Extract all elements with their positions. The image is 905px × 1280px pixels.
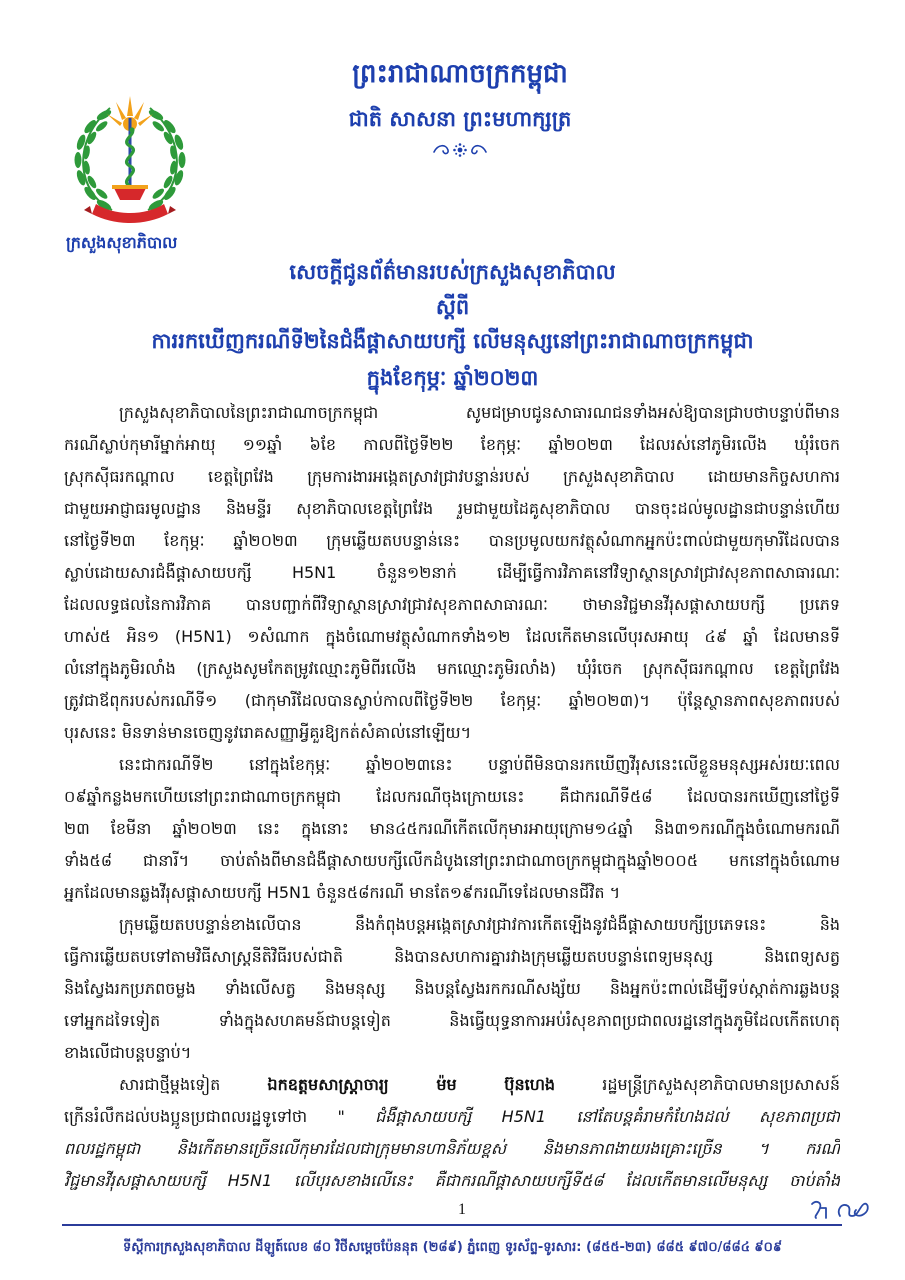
- body-text-segment: ក្រើនរំលឹកដល់បងប្អូនប្រជាពលរដ្ឋទូទៅថា: [64, 1107, 338, 1126]
- body-line: ២៣ ខែមីនា ឆ្នាំ២០២៣ នេះ ក្នុងនោះ មាន៤៥ករណីកើតលើកុមារអាយុក្រោម១៤ឆ្នាំ និង៣១ករណីក្នុងចំណោមករណី: [64, 819, 840, 838]
- body-line: ក្រសួងសុខាភិបាលនៃព្រះរាជាណាចក្រកម្ពុជា សូមជម្រាបជូនសាធារណជនទាំងអស់ឱ្យបានជ្រាបថាបន្ទាប់ពីមាន: [119, 403, 840, 422]
- minister-name: ឯកឧត្តមសាស្ត្រាចារ្យ ម៉ម ប៊ុនហេង: [267, 1075, 556, 1094]
- body-line: នៅថ្ងៃទី២៣ ខែកុម្ភៈ ឆ្នាំ២០២៣ ក្រុមឆ្លើយតបបន្ទាន់នេះ បានប្រមូលយកវត្ថុសំណាកអ្នកប៉ះពាល់ជាមួយកុមារីដែលបាន: [64, 531, 840, 550]
- document-body: [64, 397, 840, 1197]
- paragraph-4: [64, 1069, 840, 1197]
- body-line: ករណីស្លាប់កុមារីម្នាក់អាយុ ១១ឆ្នាំ ៦ខែ កាលពីថ្ងៃទី២២ ខែកុម្ភៈ ឆ្នាំ២០២៣ ដែលរស់នៅភូមិរលើង ឃុំរំចេក: [64, 435, 840, 454]
- page-number: 1: [458, 1201, 466, 1218]
- body-line: ទៅអ្នកដទៃទៀត ទាំងក្នុងសហគមន៍ជាបន្តទៀត និងធ្វើយុទ្ធនាការអប់រំសុខភាពប្រជាពលរដ្ឋនៅក្នុងភូមិដែលកើតហេតុ: [64, 1011, 840, 1030]
- khmer-ornament-icon: [428, 140, 492, 160]
- title-date: ក្នុងខែកុម្ភៈ ឆ្នាំ២០២៣: [366, 366, 539, 390]
- body-line: [64, 1101, 840, 1133]
- body-line: ត្រូវជាឪពុករបស់ករណីទី១ (ជាកុមារីដែលបានស្លាប់កាលពីថ្ងៃទី២២ ខែកុម្ភៈ ឆ្នាំ២០២៣)។ ប៉ុន្តែស្ថានភាពសុខភាពរបស់: [64, 691, 840, 710]
- body-line: ០៩ឆ្នាំកន្លងមកហើយនៅព្រះរាជាណាចក្រកម្ពុជា ដែលករណីចុងក្រោយនេះ គឺជាករណីទី៥៨ ដែលបានរកឃើញនៅថ្ងៃទី: [64, 787, 840, 806]
- body-line: ទាំង៥៨ ជានារី។ ចាប់តាំងពីមានជំងឺផ្តាសាយបក្សីលើកដំបូងនៅព្រះរាជាណាចក្រកម្ពុជាក្នុងឆ្នាំ២០០៥ មកនៅក្នុងចំណោម: [64, 851, 840, 870]
- logo-base: [112, 185, 148, 200]
- body-line: ក្រុមឆ្លើយតបបន្ទាន់ខាងលើបាន នឹងកំពុងបន្តអង្កេតស្រាវជ្រាវការកើតឡើងនូវជំងឺផ្តាសាយបក្សីប្រភេទនេះ និង: [119, 915, 840, 934]
- title-subject: ការរកឃើញករណីទី២នៃជំងឺផ្តាសាយបក្សី លើមនុស្សនៅព្រះរាជាណាចក្រកម្ពុជា: [151, 329, 754, 353]
- body-line: ជាមួយអាជ្ញាធរមូលដ្ឋាន និងមន្ទីរ សុខាភិបាលខេត្តព្រៃវែង រួមជាមួយដៃគូសុខាភិបាល បានចុះដល់មូលដ្ឋានជាបន្ទាន់ហើយ: [64, 499, 840, 518]
- minister-quote: " ជំងឺផ្តាសាយបក្សី H5N1 នៅតែបន្តគំរាមកំហែងដល់ សុខភាពប្រជា: [337, 1107, 840, 1126]
- body-line: ដែលលទ្ធផលនៃការវិភាគ បានបញ្ជាក់ពីវិទ្យាស្ថានស្រាវជ្រាវសុខភាពសាធារណៈ ថាមានវិជ្ជមានវីរុសផ្តាសាយបក្សី ប្រភេទ: [64, 595, 840, 614]
- body-text-segment: សារជាថ្មីម្តងទៀត: [119, 1075, 268, 1094]
- paragraph-2: [64, 749, 840, 909]
- footer-divider: [62, 1224, 842, 1226]
- body-line: លំនៅក្នុងភូមិរលាំង (ក្រសួងសូមកែតម្រូវឈ្មោះភូមិពីរលើង មកឈ្មោះភូមិរលាំង) ឃុំរំចេក ស្រុកស៊ីធរកណ្តាល ខេត្តព្រៃវែង: [64, 659, 840, 678]
- paragraph-3: [64, 909, 840, 1069]
- initials-signature-icon: [806, 1196, 876, 1224]
- body-line: ស្លាប់ដោយសារជំងឺផ្តាសាយបក្សី H5N1 ចំនួន១២នាក់ ដើម្បីធ្វើការវិភាគនៅវិទ្យាស្ថានស្រាវជ្រាវសុខភាពសាធារណៈ: [64, 563, 840, 582]
- body-line: ខាងលើជាបន្តបន្ទាប់។: [64, 1043, 192, 1062]
- body-line: [64, 1069, 840, 1101]
- paragraph-1: [64, 397, 840, 749]
- title-subject-label: ស្តីពី: [435, 295, 470, 319]
- body-line: វិជ្ជមានវីរុសផ្តាសាយបក្សី H5N1 លើបុរសខាងលើនេះ គឺជាករណីផ្តាសាយបក្សីទី៥៨ ដែលកើតមានលើមនុស្ស ចាប់តាំង: [64, 1171, 840, 1190]
- ministry-label: ក្រសួងសុខាភិបាល: [66, 233, 178, 252]
- body-line: និងស្វែងរកប្រភពចម្លង ទាំងលើសត្វ និងមនុស្ស និងបន្តស្វែងរកករណីសង្ស័យ និងអ្នកប៉ះពាល់ដើម្បីទប់ស្កាត់ការឆ្លងបន្ត: [64, 979, 840, 998]
- kingdom-heading: ព្រះរាជាណាចក្រកម្ពុជា: [352, 59, 568, 89]
- body-line: ហាស់៥ អិន១ (H5N1) ១សំណាក ក្នុងចំណោមវត្ថុសំណាកទាំង១២ ដែលកើតមានលើបុរសអាយុ ៤៩ ឆ្នាំ ដែលមានទី: [64, 627, 840, 646]
- document-title: សេចក្តីជូនព័ត៌មានរបស់ក្រសួងសុខាភិបាល: [289, 260, 616, 284]
- body-text-segment: រដ្ឋមន្ត្រីក្រសួងសុខាភិបាលមានប្រសាសន៍: [555, 1075, 840, 1094]
- ministry-of-health-emblem-icon: [60, 88, 200, 228]
- body-line: ស្រុកស៊ីធរកណ្តាល ខេត្តព្រៃវែង ក្រុមការងារអង្កេតស្រាវជ្រាវបន្ទាន់របស់ ក្រសួងសុខាភិបាល ដោយមានកិច្ចសហការ: [64, 467, 840, 486]
- body-line: ធ្វើការឆ្លើយតបទៅតាមវិធីសាស្ត្រនីតិវិធីរបស់ជាតិ និងបានសហការគ្នារវាងក្រុមឆ្លើយតបបន្ទាន់ពេទ្យមនុស្ស និងពេទ្យសត្វ: [64, 947, 840, 966]
- body-line: អ្នកដែលមានឆ្លងវីរុសផ្តាសាយបក្សី H5N1 ចំនួន៥៨ករណី មានតែ១៩ករណីទេដែលមានជីវិត ។: [64, 883, 621, 902]
- body-line: បុរសនេះ មិនទាន់មានចេញនូវរោគសញ្ញាអ្វីគួរឱ្យកត់សំគាល់នៅឡើយ។: [64, 723, 472, 742]
- national-motto: ជាតិ សាសនា ព្រះមហាក្សត្រ: [348, 107, 572, 131]
- logo-ribbon: [84, 204, 176, 223]
- body-line: នេះជាករណីទី២ នៅក្នុងខែកុម្ភៈ ឆ្នាំ២០២៣នេះ បន្ទាប់ពីមិនបានរកឃើញវីរុសនេះលើខ្លួនមនុស្សអស់រយៈពេល: [119, 755, 840, 774]
- body-line: ពលរដ្ឋកម្ពុជា និងកើតមានច្រើនលើកុមារដែលជាក្រុមមានហានិភ័យខ្ពស់ និងមានភាពងាយរងគ្រោះច្រើន ។ ករណី: [64, 1139, 840, 1158]
- footer-address: ទីស្តីការក្រសួងសុខាភិបាល ដីឡូត៍លេខ ៨០ វិថីសម្តេចប៉ែននុត (២៨៩) ភ្នំពេញ ទូរស័ព្ទ-ទូរសារ: (៨៥៥-២៣) ៨៨៥ ៩៧០/៨៨៤ ៩០៩: [122, 1240, 783, 1255]
